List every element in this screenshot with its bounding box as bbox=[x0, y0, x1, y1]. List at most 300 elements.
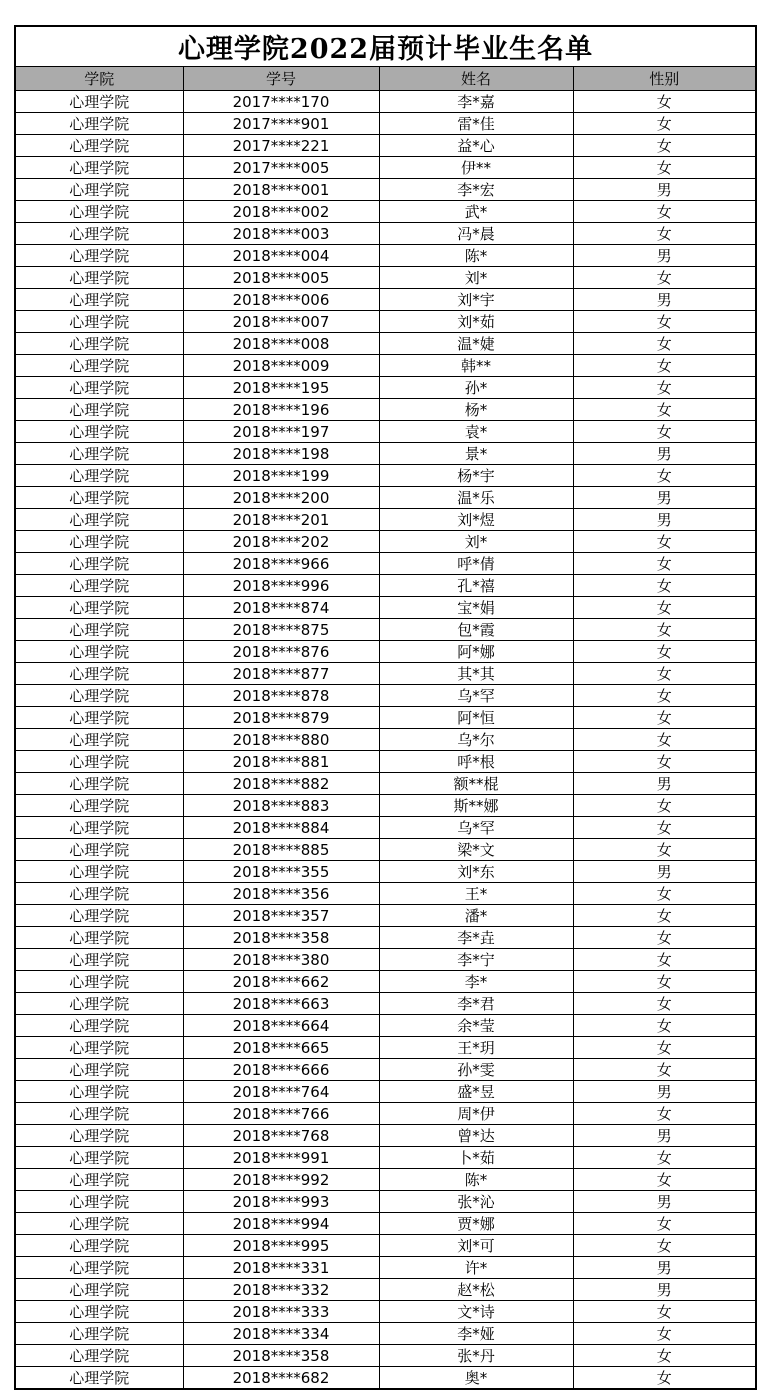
table-row bbox=[15, 1125, 756, 1147]
cell-name: 李*君 bbox=[379, 993, 573, 1015]
cell-gender: 女 bbox=[573, 817, 756, 839]
cell-gender: 女 bbox=[573, 883, 756, 905]
cell-college: 心理学院 bbox=[15, 157, 183, 179]
cell-college: 心理学院 bbox=[15, 773, 183, 795]
cell-student-id: 2018****009 bbox=[183, 355, 379, 377]
cell-name: 刘*东 bbox=[379, 861, 573, 883]
table-row bbox=[15, 289, 756, 311]
cell-college: 心理学院 bbox=[15, 1037, 183, 1059]
cell-gender: 女 bbox=[573, 993, 756, 1015]
cell-gender: 女 bbox=[573, 1147, 756, 1169]
cell-name: 文*诗 bbox=[379, 1301, 573, 1323]
cell-name: 李* bbox=[379, 971, 573, 993]
cell-gender: 男 bbox=[573, 1081, 756, 1103]
cell-name: 温*乐 bbox=[379, 487, 573, 509]
cell-college: 心理学院 bbox=[15, 399, 183, 421]
cell-name: 王* bbox=[379, 883, 573, 905]
table-row bbox=[15, 795, 756, 817]
cell-gender: 女 bbox=[573, 311, 756, 333]
cell-name: 雷*佳 bbox=[379, 113, 573, 135]
cell-student-id: 2018****196 bbox=[183, 399, 379, 421]
cell-name: 宝*娟 bbox=[379, 597, 573, 619]
cell-gender: 女 bbox=[573, 223, 756, 245]
cell-gender: 男 bbox=[573, 289, 756, 311]
cell-gender: 女 bbox=[573, 421, 756, 443]
table-header-row bbox=[15, 67, 756, 91]
cell-college: 心理学院 bbox=[15, 663, 183, 685]
cell-gender: 男 bbox=[573, 245, 756, 267]
cell-name: 王*玥 bbox=[379, 1037, 573, 1059]
cell-name: 其*其 bbox=[379, 663, 573, 685]
table-row bbox=[15, 377, 756, 399]
cell-student-id: 2018****876 bbox=[183, 641, 379, 663]
cell-student-id: 2018****665 bbox=[183, 1037, 379, 1059]
cell-name: 梁*文 bbox=[379, 839, 573, 861]
cell-student-id: 2018****202 bbox=[183, 531, 379, 553]
cell-student-id: 2018****879 bbox=[183, 707, 379, 729]
table-row bbox=[15, 179, 756, 201]
table-row bbox=[15, 685, 756, 707]
cell-name: 乌*罕 bbox=[379, 685, 573, 707]
cell-student-id: 2018****003 bbox=[183, 223, 379, 245]
table-row bbox=[15, 421, 756, 443]
cell-name: 赵*松 bbox=[379, 1279, 573, 1301]
table-row bbox=[15, 1235, 756, 1257]
cell-college: 心理学院 bbox=[15, 553, 183, 575]
cell-college: 心理学院 bbox=[15, 1103, 183, 1125]
cell-name: 刘*宇 bbox=[379, 289, 573, 311]
table-row bbox=[15, 487, 756, 509]
table-row bbox=[15, 817, 756, 839]
cell-college: 心理学院 bbox=[15, 443, 183, 465]
cell-college: 心理学院 bbox=[15, 179, 183, 201]
cell-college: 心理学院 bbox=[15, 377, 183, 399]
cell-gender: 女 bbox=[573, 1235, 756, 1257]
cell-gender: 女 bbox=[573, 575, 756, 597]
cell-name: 阿*娜 bbox=[379, 641, 573, 663]
cell-college: 心理学院 bbox=[15, 839, 183, 861]
cell-name: 卜*茹 bbox=[379, 1147, 573, 1169]
table-row bbox=[15, 575, 756, 597]
cell-student-id: 2018****331 bbox=[183, 1257, 379, 1279]
table-row bbox=[15, 663, 756, 685]
cell-name: 包*霞 bbox=[379, 619, 573, 641]
cell-gender: 女 bbox=[573, 531, 756, 553]
cell-student-id: 2017****901 bbox=[183, 113, 379, 135]
table-row bbox=[15, 905, 756, 927]
cell-student-id: 2018****005 bbox=[183, 267, 379, 289]
cell-name: 刘*可 bbox=[379, 1235, 573, 1257]
table-row bbox=[15, 311, 756, 333]
cell-student-id: 2018****358 bbox=[183, 927, 379, 949]
cell-college: 心理学院 bbox=[15, 729, 183, 751]
cell-name: 阿*恒 bbox=[379, 707, 573, 729]
cell-college: 心理学院 bbox=[15, 487, 183, 509]
cell-student-id: 2018****884 bbox=[183, 817, 379, 839]
cell-name: 李*垚 bbox=[379, 927, 573, 949]
cell-student-id: 2018****357 bbox=[183, 905, 379, 927]
table-row bbox=[15, 135, 756, 157]
cell-gender: 女 bbox=[573, 1367, 756, 1390]
column-header-college: 学院 bbox=[15, 67, 183, 91]
cell-name: 李*娅 bbox=[379, 1323, 573, 1345]
cell-college: 心理学院 bbox=[15, 1235, 183, 1257]
cell-student-id: 2018****007 bbox=[183, 311, 379, 333]
cell-student-id: 2018****966 bbox=[183, 553, 379, 575]
table-row bbox=[15, 707, 756, 729]
cell-name: 乌*尔 bbox=[379, 729, 573, 751]
cell-college: 心理学院 bbox=[15, 1147, 183, 1169]
cell-student-id: 2018****355 bbox=[183, 861, 379, 883]
table-row bbox=[15, 267, 756, 289]
table-row bbox=[15, 993, 756, 1015]
table-row bbox=[15, 443, 756, 465]
cell-name: 陈* bbox=[379, 245, 573, 267]
cell-college: 心理学院 bbox=[15, 267, 183, 289]
cell-student-id: 2018****008 bbox=[183, 333, 379, 355]
table-row bbox=[15, 1169, 756, 1191]
cell-college: 心理学院 bbox=[15, 1169, 183, 1191]
cell-college: 心理学院 bbox=[15, 245, 183, 267]
cell-name: 呼*根 bbox=[379, 751, 573, 773]
cell-name: 呼*倩 bbox=[379, 553, 573, 575]
table-row bbox=[15, 333, 756, 355]
cell-student-id: 2018****766 bbox=[183, 1103, 379, 1125]
table-row bbox=[15, 223, 756, 245]
cell-name: 斯**娜 bbox=[379, 795, 573, 817]
table-row bbox=[15, 1059, 756, 1081]
cell-student-id: 2018****882 bbox=[183, 773, 379, 795]
cell-college: 心理学院 bbox=[15, 91, 183, 113]
cell-gender: 男 bbox=[573, 861, 756, 883]
cell-name: 周*伊 bbox=[379, 1103, 573, 1125]
cell-student-id: 2018****992 bbox=[183, 1169, 379, 1191]
table-row bbox=[15, 729, 756, 751]
cell-gender: 男 bbox=[573, 773, 756, 795]
table-row bbox=[15, 1301, 756, 1323]
table-row bbox=[15, 1213, 756, 1235]
cell-name: 刘* bbox=[379, 531, 573, 553]
cell-name: 孙*雯 bbox=[379, 1059, 573, 1081]
cell-gender: 女 bbox=[573, 157, 756, 179]
cell-gender: 女 bbox=[573, 267, 756, 289]
cell-college: 心理学院 bbox=[15, 861, 183, 883]
cell-gender: 女 bbox=[573, 839, 756, 861]
cell-student-id: 2018****333 bbox=[183, 1301, 379, 1323]
cell-college: 心理学院 bbox=[15, 1279, 183, 1301]
cell-gender: 女 bbox=[573, 1323, 756, 1345]
cell-student-id: 2018****993 bbox=[183, 1191, 379, 1213]
cell-gender: 女 bbox=[573, 795, 756, 817]
cell-name: 武* bbox=[379, 201, 573, 223]
cell-name: 额**棍 bbox=[379, 773, 573, 795]
cell-college: 心理学院 bbox=[15, 223, 183, 245]
cell-name: 刘*茹 bbox=[379, 311, 573, 333]
cell-gender: 女 bbox=[573, 399, 756, 421]
cell-student-id: 2018****356 bbox=[183, 883, 379, 905]
cell-name: 杨*宇 bbox=[379, 465, 573, 487]
cell-name: 李*宏 bbox=[379, 179, 573, 201]
cell-name: 乌*罕 bbox=[379, 817, 573, 839]
cell-student-id: 2018****332 bbox=[183, 1279, 379, 1301]
cell-student-id: 2018****380 bbox=[183, 949, 379, 971]
cell-gender: 女 bbox=[573, 1037, 756, 1059]
page-title: 心理学院2022届预计毕业生名单 bbox=[15, 26, 756, 67]
cell-gender: 女 bbox=[573, 905, 756, 927]
cell-name: 孔*禧 bbox=[379, 575, 573, 597]
cell-student-id: 2018****358 bbox=[183, 1345, 379, 1367]
cell-student-id: 2018****198 bbox=[183, 443, 379, 465]
cell-college: 心理学院 bbox=[15, 1059, 183, 1081]
cell-college: 心理学院 bbox=[15, 1345, 183, 1367]
cell-gender: 女 bbox=[573, 201, 756, 223]
table-row bbox=[15, 157, 756, 179]
cell-college: 心理学院 bbox=[15, 795, 183, 817]
cell-college: 心理学院 bbox=[15, 883, 183, 905]
cell-college: 心理学院 bbox=[15, 1367, 183, 1390]
column-header-name: 姓名 bbox=[379, 67, 573, 91]
table-row bbox=[15, 1015, 756, 1037]
cell-name: 袁* bbox=[379, 421, 573, 443]
cell-student-id: 2017****005 bbox=[183, 157, 379, 179]
cell-college: 心理学院 bbox=[15, 927, 183, 949]
cell-student-id: 2018****666 bbox=[183, 1059, 379, 1081]
table-row bbox=[15, 839, 756, 861]
table-row bbox=[15, 509, 756, 531]
cell-student-id: 2018****662 bbox=[183, 971, 379, 993]
cell-name: 刘*煜 bbox=[379, 509, 573, 531]
table-row bbox=[15, 641, 756, 663]
cell-name: 陈* bbox=[379, 1169, 573, 1191]
cell-gender: 男 bbox=[573, 179, 756, 201]
cell-college: 心理学院 bbox=[15, 817, 183, 839]
cell-college: 心理学院 bbox=[15, 619, 183, 641]
cell-student-id: 2018****195 bbox=[183, 377, 379, 399]
cell-name: 贾*娜 bbox=[379, 1213, 573, 1235]
cell-college: 心理学院 bbox=[15, 113, 183, 135]
cell-gender: 女 bbox=[573, 729, 756, 751]
cell-student-id: 2018****001 bbox=[183, 179, 379, 201]
column-header-student-id: 学号 bbox=[183, 67, 379, 91]
cell-gender: 女 bbox=[573, 377, 756, 399]
cell-gender: 女 bbox=[573, 333, 756, 355]
cell-student-id: 2018****201 bbox=[183, 509, 379, 531]
column-header-gender: 性别 bbox=[573, 67, 756, 91]
cell-gender: 男 bbox=[573, 443, 756, 465]
cell-gender: 女 bbox=[573, 751, 756, 773]
cell-name: 孙* bbox=[379, 377, 573, 399]
cell-gender: 男 bbox=[573, 1191, 756, 1213]
cell-college: 心理学院 bbox=[15, 289, 183, 311]
cell-gender: 女 bbox=[573, 971, 756, 993]
cell-gender: 男 bbox=[573, 509, 756, 531]
cell-student-id: 2017****221 bbox=[183, 135, 379, 157]
cell-name: 余*莹 bbox=[379, 1015, 573, 1037]
cell-gender: 女 bbox=[573, 1301, 756, 1323]
cell-name: 曾*达 bbox=[379, 1125, 573, 1147]
table-row bbox=[15, 553, 756, 575]
cell-gender: 女 bbox=[573, 619, 756, 641]
cell-student-id: 2018****881 bbox=[183, 751, 379, 773]
table-row bbox=[15, 1191, 756, 1213]
cell-student-id: 2018****880 bbox=[183, 729, 379, 751]
cell-name: 李*宁 bbox=[379, 949, 573, 971]
cell-name: 韩** bbox=[379, 355, 573, 377]
cell-college: 心理学院 bbox=[15, 333, 183, 355]
table-row bbox=[15, 927, 756, 949]
cell-student-id: 2018****874 bbox=[183, 597, 379, 619]
table-row bbox=[15, 1279, 756, 1301]
cell-student-id: 2017****170 bbox=[183, 91, 379, 113]
cell-student-id: 2018****663 bbox=[183, 993, 379, 1015]
cell-name: 益*心 bbox=[379, 135, 573, 157]
cell-student-id: 2018****664 bbox=[183, 1015, 379, 1037]
cell-college: 心理学院 bbox=[15, 1257, 183, 1279]
cell-college: 心理学院 bbox=[15, 685, 183, 707]
cell-gender: 女 bbox=[573, 91, 756, 113]
table-row bbox=[15, 597, 756, 619]
table-row bbox=[15, 1367, 756, 1390]
table-row bbox=[15, 465, 756, 487]
cell-gender: 女 bbox=[573, 355, 756, 377]
cell-student-id: 2018****199 bbox=[183, 465, 379, 487]
table-row bbox=[15, 1323, 756, 1345]
table-row bbox=[15, 773, 756, 795]
cell-gender: 女 bbox=[573, 927, 756, 949]
cell-college: 心理学院 bbox=[15, 1191, 183, 1213]
table-row bbox=[15, 399, 756, 421]
cell-student-id: 2018****002 bbox=[183, 201, 379, 223]
cell-gender: 女 bbox=[573, 1169, 756, 1191]
cell-college: 心理学院 bbox=[15, 1125, 183, 1147]
cell-college: 心理学院 bbox=[15, 707, 183, 729]
cell-student-id: 2018****768 bbox=[183, 1125, 379, 1147]
graduates-table bbox=[14, 25, 757, 1390]
cell-college: 心理学院 bbox=[15, 531, 183, 553]
cell-name: 盛*昱 bbox=[379, 1081, 573, 1103]
table-row bbox=[15, 113, 756, 135]
cell-gender: 男 bbox=[573, 1125, 756, 1147]
cell-name: 温*婕 bbox=[379, 333, 573, 355]
cell-college: 心理学院 bbox=[15, 971, 183, 993]
cell-name: 奥* bbox=[379, 1367, 573, 1390]
cell-name: 刘* bbox=[379, 267, 573, 289]
cell-student-id: 2018****885 bbox=[183, 839, 379, 861]
cell-student-id: 2018****996 bbox=[183, 575, 379, 597]
cell-student-id: 2018****875 bbox=[183, 619, 379, 641]
table-row bbox=[15, 1081, 756, 1103]
cell-college: 心理学院 bbox=[15, 949, 183, 971]
cell-college: 心理学院 bbox=[15, 597, 183, 619]
table-row bbox=[15, 619, 756, 641]
cell-college: 心理学院 bbox=[15, 575, 183, 597]
cell-college: 心理学院 bbox=[15, 421, 183, 443]
cell-gender: 女 bbox=[573, 465, 756, 487]
cell-name: 张*丹 bbox=[379, 1345, 573, 1367]
cell-student-id: 2018****682 bbox=[183, 1367, 379, 1390]
table-row bbox=[15, 1103, 756, 1125]
cell-college: 心理学院 bbox=[15, 465, 183, 487]
cell-gender: 女 bbox=[573, 597, 756, 619]
cell-student-id: 2018****004 bbox=[183, 245, 379, 267]
cell-gender: 女 bbox=[573, 1059, 756, 1081]
table-row bbox=[15, 1257, 756, 1279]
cell-gender: 女 bbox=[573, 685, 756, 707]
cell-name: 张*沁 bbox=[379, 1191, 573, 1213]
cell-college: 心理学院 bbox=[15, 201, 183, 223]
table-row bbox=[15, 201, 756, 223]
table-row bbox=[15, 883, 756, 905]
table-row bbox=[15, 1147, 756, 1169]
cell-college: 心理学院 bbox=[15, 1323, 183, 1345]
cell-name: 伊** bbox=[379, 157, 573, 179]
cell-gender: 男 bbox=[573, 1257, 756, 1279]
cell-gender: 女 bbox=[573, 1015, 756, 1037]
cell-student-id: 2018****994 bbox=[183, 1213, 379, 1235]
cell-student-id: 2018****200 bbox=[183, 487, 379, 509]
cell-name: 杨* bbox=[379, 399, 573, 421]
cell-student-id: 2018****883 bbox=[183, 795, 379, 817]
cell-student-id: 2018****006 bbox=[183, 289, 379, 311]
cell-gender: 女 bbox=[573, 1213, 756, 1235]
cell-name: 潘* bbox=[379, 905, 573, 927]
cell-college: 心理学院 bbox=[15, 311, 183, 333]
cell-college: 心理学院 bbox=[15, 751, 183, 773]
cell-college: 心理学院 bbox=[15, 135, 183, 157]
table-row bbox=[15, 949, 756, 971]
cell-student-id: 2018****877 bbox=[183, 663, 379, 685]
cell-gender: 女 bbox=[573, 949, 756, 971]
cell-college: 心理学院 bbox=[15, 1301, 183, 1323]
table-row bbox=[15, 355, 756, 377]
table-row bbox=[15, 861, 756, 883]
cell-student-id: 2018****991 bbox=[183, 1147, 379, 1169]
cell-student-id: 2018****764 bbox=[183, 1081, 379, 1103]
cell-gender: 女 bbox=[573, 663, 756, 685]
cell-student-id: 2018****878 bbox=[183, 685, 379, 707]
cell-gender: 女 bbox=[573, 113, 756, 135]
cell-college: 心理学院 bbox=[15, 641, 183, 663]
cell-name: 许* bbox=[379, 1257, 573, 1279]
table-row bbox=[15, 531, 756, 553]
cell-gender: 女 bbox=[573, 641, 756, 663]
cell-college: 心理学院 bbox=[15, 1015, 183, 1037]
cell-student-id: 2018****197 bbox=[183, 421, 379, 443]
cell-name: 冯*晨 bbox=[379, 223, 573, 245]
cell-gender: 女 bbox=[573, 135, 756, 157]
cell-college: 心理学院 bbox=[15, 1081, 183, 1103]
table-row bbox=[15, 1345, 756, 1367]
cell-gender: 女 bbox=[573, 1103, 756, 1125]
cell-college: 心理学院 bbox=[15, 905, 183, 927]
cell-name: 李*嘉 bbox=[379, 91, 573, 113]
table-row bbox=[15, 245, 756, 267]
table-row bbox=[15, 91, 756, 113]
cell-student-id: 2018****995 bbox=[183, 1235, 379, 1257]
table-row bbox=[15, 971, 756, 993]
cell-college: 心理学院 bbox=[15, 509, 183, 531]
cell-college: 心理学院 bbox=[15, 1213, 183, 1235]
cell-gender: 男 bbox=[573, 1279, 756, 1301]
table-row bbox=[15, 1037, 756, 1059]
title-row bbox=[15, 26, 756, 67]
cell-gender: 男 bbox=[573, 487, 756, 509]
cell-name: 景* bbox=[379, 443, 573, 465]
cell-college: 心理学院 bbox=[15, 993, 183, 1015]
cell-gender: 女 bbox=[573, 553, 756, 575]
cell-college: 心理学院 bbox=[15, 355, 183, 377]
cell-student-id: 2018****334 bbox=[183, 1323, 379, 1345]
